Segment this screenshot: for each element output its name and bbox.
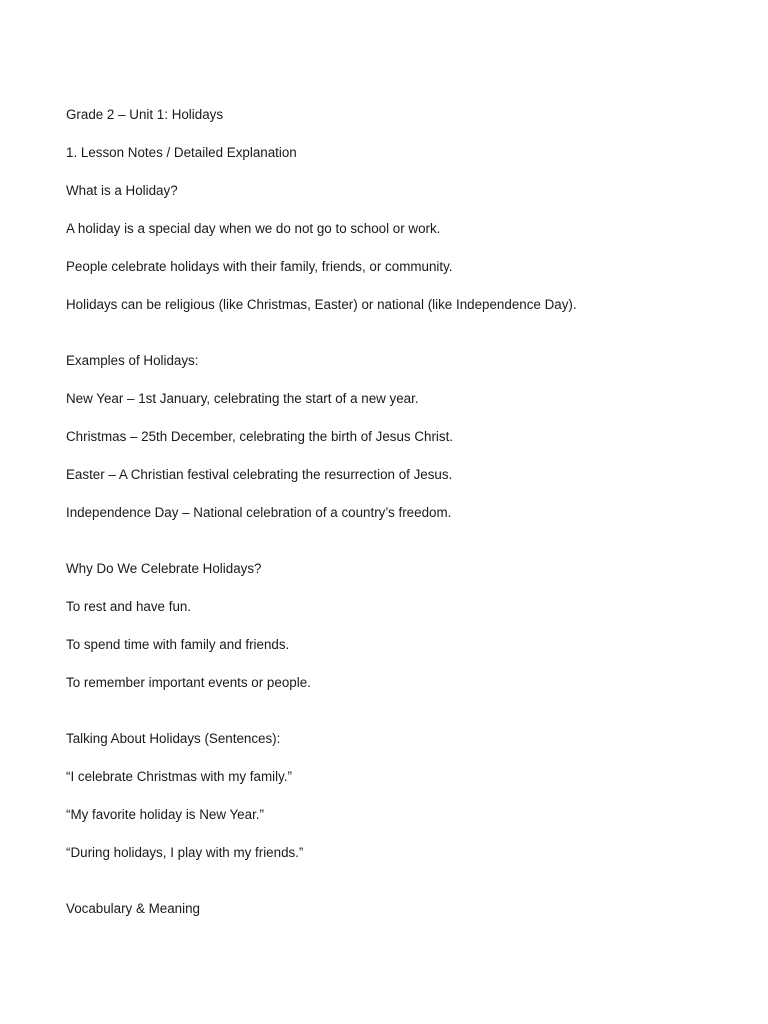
sentence-item: “My favorite holiday is New Year.” [66, 807, 264, 822]
reason-item: To rest and have fun. [66, 599, 192, 614]
vocabulary-heading: Vocabulary & Meaning [66, 901, 200, 916]
sentence-item: “During holidays, I play with my friends.” [66, 845, 304, 860]
example-item: New Year – 1st January, celebrating the start of a new year. [66, 391, 419, 406]
example-item: Christmas – 25th December, celebrating the birth of Jesus Christ. [66, 429, 454, 444]
paragraph-line: A holiday is a special day when we do not go to school or work. [66, 221, 441, 236]
reason-item: To spend time with family and friends. [66, 637, 290, 652]
what-is-heading: What is a Holiday? [66, 183, 178, 198]
section-heading: 1. Lesson Notes / Detailed Explanation [66, 145, 297, 160]
document-title: Grade 2 – Unit 1: Holidays [66, 107, 224, 122]
examples-heading: Examples of Holidays: [66, 353, 199, 368]
example-item: Easter – A Christian festival celebrating the resurrection of Jesus. [66, 467, 453, 482]
sentence-item: “I celebrate Christmas with my family.” [66, 769, 292, 784]
why-heading: Why Do We Celebrate Holidays? [66, 561, 262, 576]
paragraph-line: Holidays can be religious (like Christmas, Easter) or national (like Independence Day). [66, 297, 577, 312]
example-item: Independence Day – National celebration of a country’s freedom. [66, 505, 452, 520]
talking-heading: Talking About Holidays (Sentences): [66, 731, 281, 746]
paragraph-line: People celebrate holidays with their family, friends, or community. [66, 259, 453, 274]
reason-item: To remember important events or people. [66, 675, 311, 690]
